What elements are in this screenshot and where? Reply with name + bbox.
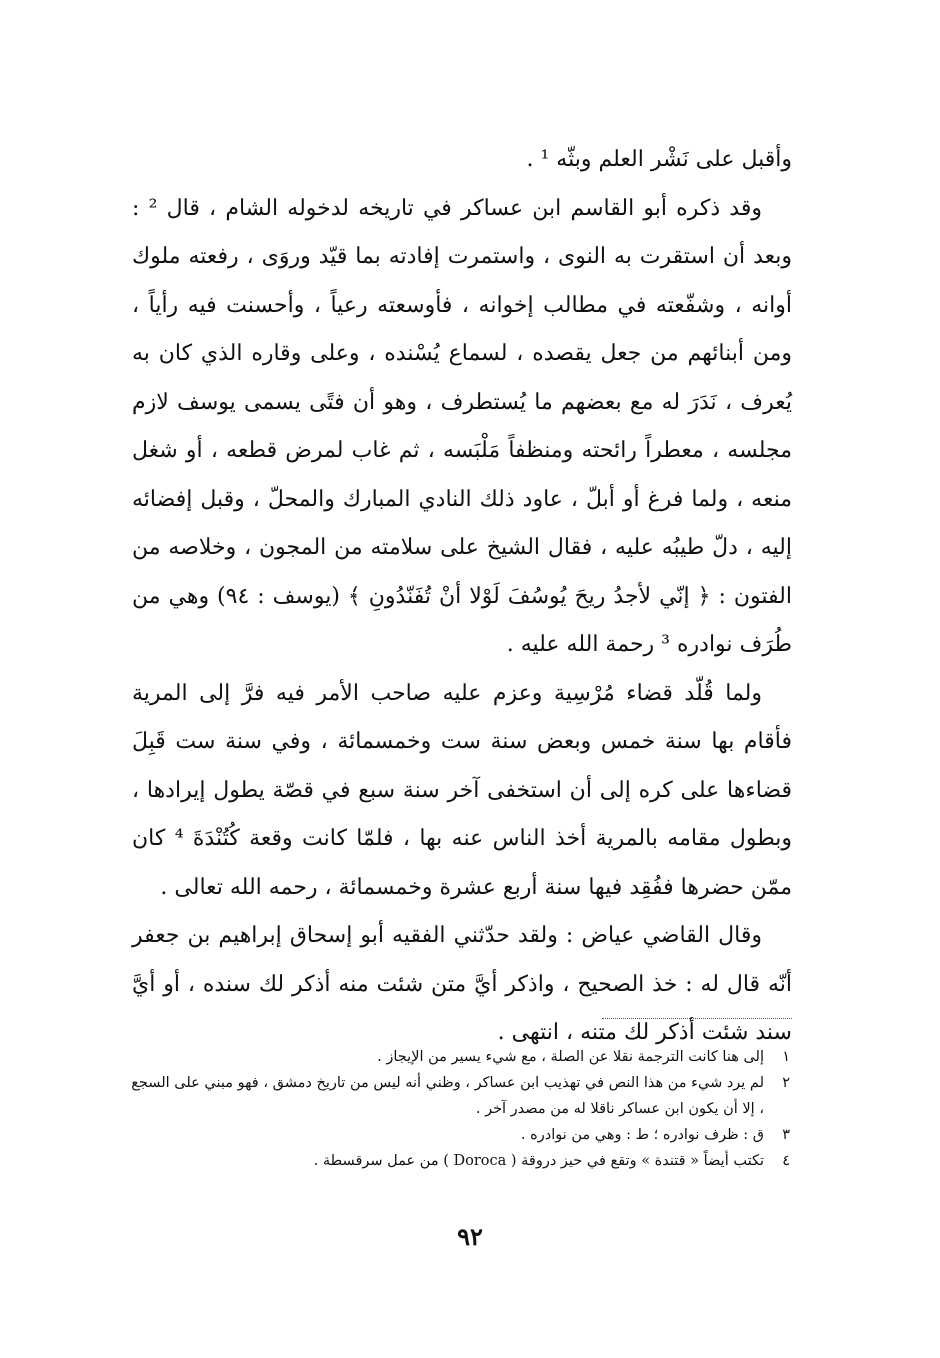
footnote-text: تكتب أيضاً « قتندة » وتقع في حيز دروقة ( Doroca ) من عمل سرقسطة . — [313, 1153, 764, 1169]
footnote-number: ١ — [782, 1049, 790, 1065]
paragraph: وأقبل على نَشْر العلم وبثّه ¹ . — [526, 147, 792, 172]
footnote-number: ٤ — [782, 1153, 790, 1169]
page-number: ٩٢ — [457, 1222, 483, 1251]
footnote-number: ٣ — [782, 1127, 790, 1143]
footnote-divider — [602, 1018, 792, 1019]
footnote — [130, 1148, 790, 1174]
footnote — [130, 1070, 790, 1122]
footnote-number: ٢ — [782, 1075, 790, 1091]
footnotes — [130, 1044, 790, 1174]
footnote-text: إلى هنا كانت الترجمة نقلا عن الصلة ، مع شيء يسير من الإيجاز . — [377, 1049, 764, 1065]
paragraph: وقال القاضي عياض : ولقد حدّثني الفقيه أبو إسحاق إبراهيم بن جعفر أنّه قال له : خذ الصحيح ، واذكر أيَّ متن شئت منه أذكر لك سنده ، أو أيَّ سند شئت أذكر لك متنه ، انتهى . — [132, 923, 792, 1045]
footnote — [130, 1044, 790, 1070]
main-text — [132, 136, 792, 1058]
paragraph: ولما قُلّد قضاء مُرْسِية وعزم عليه صاحب الأمر فيه فرَّ إلى المرية فأقام بها سنة خمس وبعض سنة ست وخمسمائة ، وفي سنة ست قَبِلَ قضاءها على كره إلى أن استخفى آخر سنة سبع في قصّة يطول إيرادها ، وبطول مقامه بالمرية أخذ الناس عنه بها ، فلمّا كانت وقعة كُتُنْدَةَ ⁴ كان ممّن حضرها ففُقِد فيها سنة أربع عشرة وخمسمائة ، رحمه الله تعالى . — [132, 680, 792, 900]
footnote — [130, 1122, 790, 1148]
footnote-text: لم يرد شيء من هذا النص في تهذيب ابن عساكر ، وظني أنه ليس من تاريخ دمشق ، فهو مبني على السجع ، إلا أن يكون ابن عساكر ناقلا له من مصدر آخر . — [131, 1075, 764, 1117]
footnote-text: ق : ظرف نوادره ؛ ط : وهي من نوادره . — [520, 1127, 764, 1143]
paragraph: وقد ذكره أبو القاسم ابن عساكر في تاريخه لدخوله الشام ، قال ² : وبعد أن استقرت به النوى ، واستمرت إفادته بما قيّد وروَى ، رفعته ملوك أوانه ، وشفّعته في مطالب إخوانه ، فأوسعته رعياً ، وأحسنت فيه رأياً ، ومن أبنائهم من جعل يقصده ، لسماع يُسْنده ، وعلى وقاره الذي كان به يُعرف ، نَدَرَ له مع بعضهم ما يُستطرف ، وهو أن فتًى يسمى يوسف لازم مجلسه ، معطراً رائحته ومنظفاً مَلْبَسه ، ثم غاب لمرض قطعه ، أو شغل منعه ، ولما فرغ أو أبلّ ، عاود ذلك النادي المبارك والمحلّ ، وقبل إفضائه إليه ، دلّ طيبُه عليه ، فقال الشيخ على سلامته من المجون ، وخلاصه من الفتون : ﴿ إنّي لأجدُ ريحَ يُوسُفَ لَوْلا أنْ تُفَنّدُونِ ﴾ (يوسف : ٩٤) وهي من طُرَف نوادره ³ رحمة الله عليه . — [132, 195, 792, 657]
